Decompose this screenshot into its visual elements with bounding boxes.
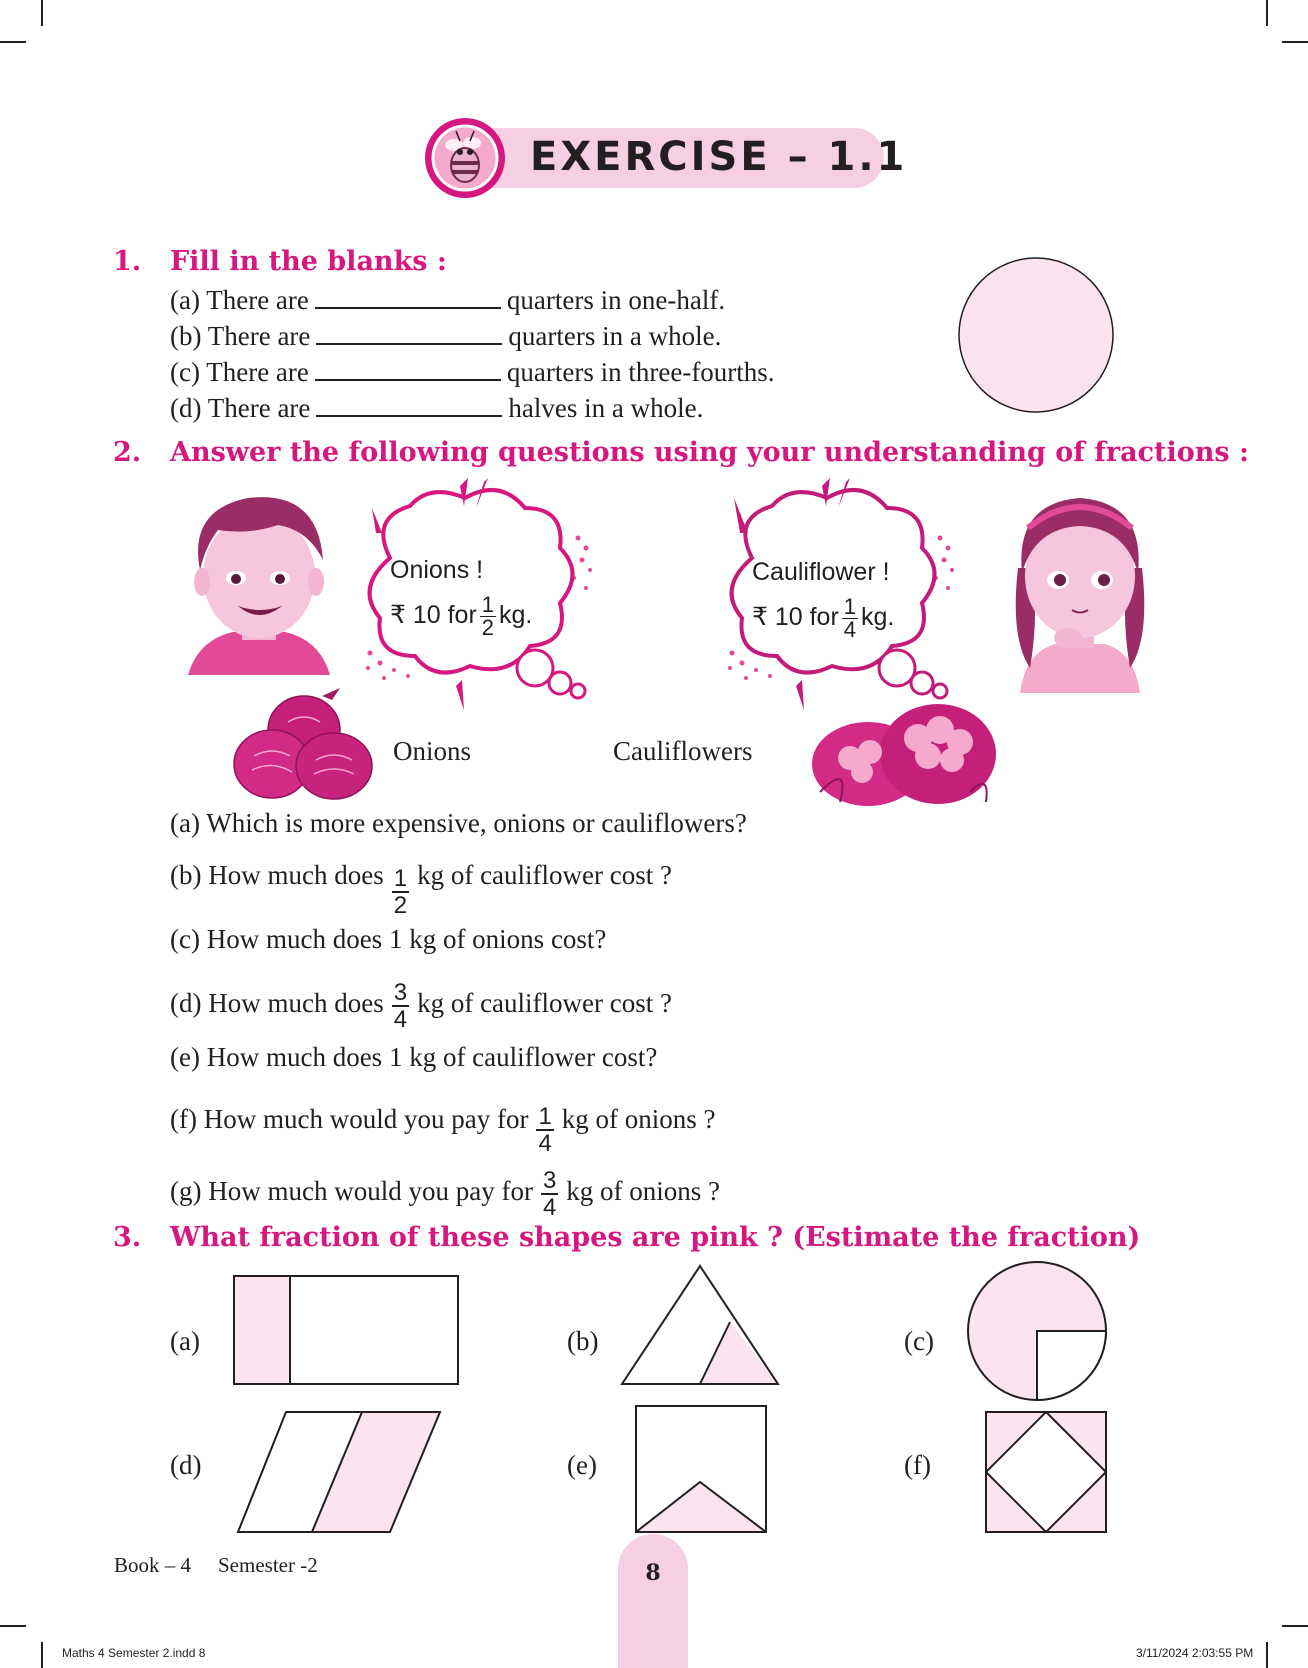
list-item [170, 357, 775, 388]
list-item: (a) Which is more expensive, onions or cauliflowers? [170, 808, 747, 838]
question-number: 1. [113, 246, 142, 277]
slug-timestamp: 3/11/2024 2:03:55 PM [1136, 1646, 1254, 1660]
shape-a [232, 1274, 460, 1386]
item-text: There are [207, 393, 311, 423]
girl-illustration [1000, 488, 1160, 693]
answer-blank[interactable] [315, 285, 501, 309]
page-number-tab [618, 1534, 688, 1668]
cauliflowers-label: Cauliflowers [613, 736, 753, 766]
question-number: 3. [113, 1222, 142, 1253]
question-heading: Fill in the blanks : [170, 246, 447, 277]
crop-mark [0, 41, 26, 43]
item-text: halves in a whole. [508, 393, 704, 423]
answer-blank[interactable] [316, 393, 502, 417]
item-text: There are [206, 357, 309, 387]
list-item: (b) How much does $\frac{1}{2}$ kg of cauliflower cost ? [170, 860, 672, 919]
onions-illustration [232, 686, 374, 800]
answer-blank[interactable] [316, 321, 502, 345]
pink-circle [958, 257, 1114, 413]
crop-mark [41, 0, 43, 26]
onions-label: Onions [393, 736, 472, 766]
boy-illustration [178, 490, 340, 675]
shape-label: (e) [567, 1450, 597, 1480]
shape-label: (f) [904, 1450, 931, 1480]
bubble-title: Cauliflower ! [752, 558, 890, 586]
crop-mark [1282, 41, 1308, 43]
list-item: (f) How much would you pay for $\frac{1}{4}$ kg of onions ? [170, 1103, 716, 1157]
crop-mark [1282, 1625, 1308, 1627]
list-item: (c) How much does 1 kg of onions cost? [170, 924, 607, 954]
list-item: (g) How much would you pay for $\frac{3}{4}$ kg of onions ? [170, 1167, 721, 1221]
slug-file: Maths 4 Semester 2.indd 8 [62, 1646, 206, 1660]
shape-e [634, 1404, 768, 1534]
question-heading: What fraction of these shapes are pink ? (Estimate the fraction) [170, 1222, 1141, 1253]
bubble-price: ₹ 10 for $\frac{1}{4}$ kg. [752, 594, 895, 642]
thought-bubble-cauliflower [712, 478, 974, 710]
shape-c [966, 1260, 1108, 1402]
shape-f [984, 1410, 1108, 1534]
question-heading: Answer the following questions using your understanding of fractions : [170, 437, 1249, 468]
shape-label: (a) [170, 1326, 200, 1356]
item-text: quarters in one-half. [506, 285, 726, 315]
item-text: quarters in a whole. [508, 321, 722, 351]
page-title: EXERCISE – 1.1 [530, 134, 908, 180]
item-label: (d) [170, 393, 202, 423]
list-item [170, 321, 721, 352]
question-number: 2. [113, 437, 142, 468]
page-number: 8 [645, 1560, 661, 1586]
list-item: (d) How much does $\frac{3}{4}$ kg of cauliflower cost ? [170, 979, 672, 1033]
bubble-price: ₹ 10 for $\frac{1}{2}$ kg. [390, 592, 533, 640]
item-label: (b) [170, 321, 202, 351]
item-label: (a) [170, 285, 200, 315]
crop-mark [1266, 0, 1268, 26]
list-item: (e) How much does 1 kg of cauliflower cost? [170, 1042, 658, 1072]
shape-label: (b) [567, 1326, 599, 1356]
item-label: (c) [170, 357, 200, 387]
item-text: There are [207, 321, 311, 351]
shape-label: (d) [170, 1450, 202, 1480]
semester-label: Semester -2 [218, 1553, 318, 1577]
cauliflowers-illustration [810, 702, 998, 810]
crop-mark [0, 1625, 26, 1627]
item-text: There are [206, 285, 309, 315]
bubble-title: Onions ! [390, 556, 484, 584]
shape-d [236, 1410, 442, 1534]
crop-mark [41, 1642, 43, 1668]
bee-icon [424, 117, 506, 199]
list-item [170, 393, 703, 424]
shape-b [620, 1264, 782, 1388]
book-label: Book – 4 [114, 1553, 192, 1577]
crop-mark [1266, 1642, 1268, 1668]
answer-blank[interactable] [315, 357, 501, 381]
item-text: quarters in three-fourths. [506, 357, 775, 387]
list-item [170, 285, 725, 316]
shape-label: (c) [904, 1326, 934, 1356]
